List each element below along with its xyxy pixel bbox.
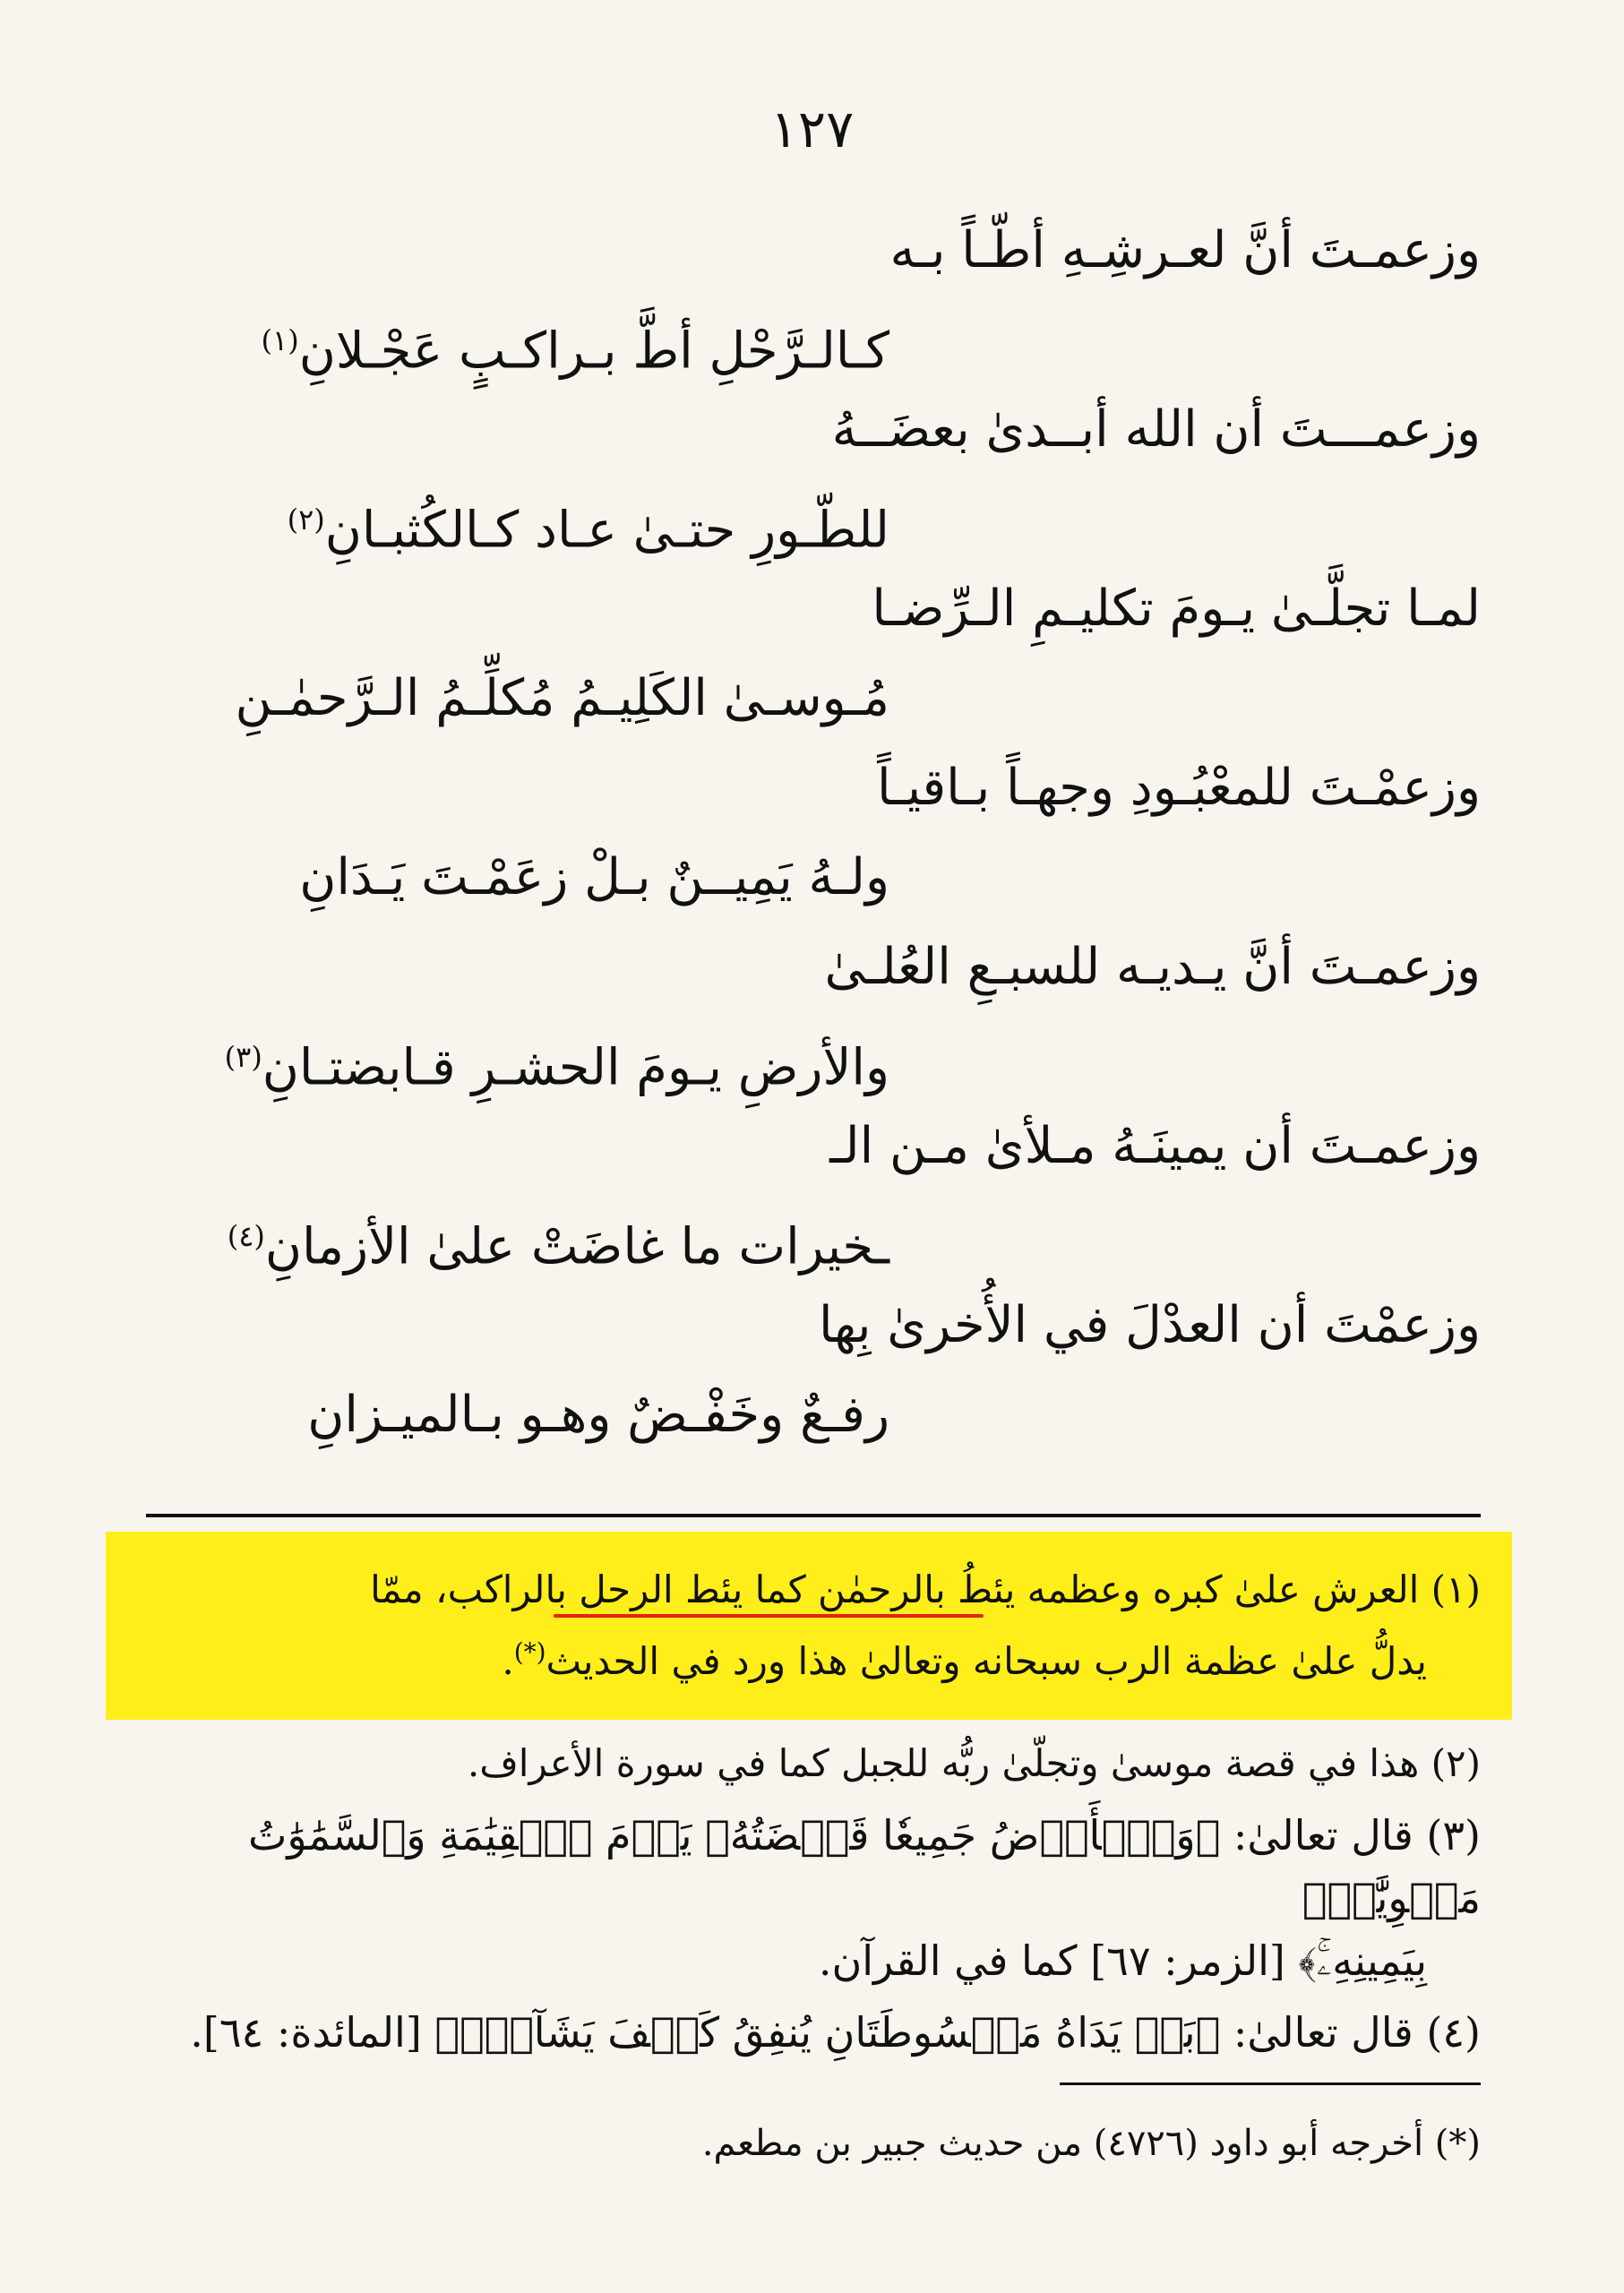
footnote-marker: (*) xyxy=(513,1637,546,1667)
verse-second-hemistich xyxy=(101,296,1481,385)
footnote-reference: (١) xyxy=(261,323,299,357)
footnote-1-highlighted xyxy=(106,1532,1512,1720)
verse-first-hemistich: وزعمـتَ أن يمينَـهُ مـلأىٰ مـن الـ xyxy=(829,1117,1481,1175)
verse-first-hemistich: وزعمـــتَ أن الله أبــدىٰ بعضَــهُ xyxy=(831,400,1481,459)
verse-first-hemistich: وزعمـتَ أنَّ لعـرشِـهِ أطّـاً بـه xyxy=(889,221,1481,279)
footnote-2 xyxy=(137,1732,1481,1795)
footnote-3 xyxy=(137,1804,1481,1992)
footnote-reference: (٢) xyxy=(287,502,325,537)
footnote-reference: (٣) xyxy=(224,1040,262,1074)
footnote-text: قال تعالىٰ: ﴿بَلۡ يَدَاهُ مَبۡسُوطَتَانِ يُنفِقُ كَيۡفَ يَشَآءُۚ﴾ [المائدة: ٦٤]. xyxy=(190,2008,1413,2057)
footnote-number: (١) xyxy=(1431,1567,1481,1611)
footnote-reference: (٤) xyxy=(227,1219,265,1253)
page-number: ١٢٧ xyxy=(769,99,855,159)
verse-text: كـالـرَّحْلِ أطَّ بـراكـبٍ عَجْـلانِ xyxy=(298,322,889,381)
verse-text: ـخيرات ما غاضَتْ علىٰ الأزمانِ xyxy=(264,1217,889,1276)
verse-first-hemistich: لمـا تجلَّـىٰ يـومَ تكليـمِ الـرِّضـا xyxy=(872,580,1481,638)
footnote-text: يدلُّ علىٰ عظمة الرب سبحانه وتعالىٰ هذا ورد في الحديث xyxy=(546,1639,1427,1683)
footnote-text: العرش علىٰ كبره وعظمه يئطُ بالرحمٰن كما يئط الرحل بالراكب، ممّا xyxy=(370,1567,1420,1611)
verse-second-hemistich xyxy=(101,475,1481,564)
footnote-4 xyxy=(137,2001,1481,2064)
footnote-number: (٢) xyxy=(1431,1741,1481,1785)
verse-second-hemistich xyxy=(101,1012,1481,1102)
footnote-end: . xyxy=(502,1639,514,1683)
verse-second-hemistich xyxy=(101,1370,1481,1460)
verse-text: للطّـورِ حتـىٰ عـاد كـالكُثبـانِ xyxy=(324,501,889,560)
verse-text: مُـوسـىٰ الكَلِيـمُ مُكلِّـمُ الـرَّحمٰـنِ xyxy=(235,669,889,727)
footnotes xyxy=(137,1532,1481,2073)
footnote-number: (٤) xyxy=(1426,2008,1481,2057)
verse-second-hemistich xyxy=(101,654,1481,743)
sub-footnote-divider xyxy=(1060,2083,1481,2085)
footnote-number: (٣) xyxy=(1426,1811,1481,1859)
sub-footnote: (*) أخرجه أبو داود (٤٧٢٦) من حديث جبير بن مطعم. xyxy=(701,2123,1481,2164)
footnote-text: بِيَمِينِهِۦۚ﴾ [الزمر: ٦٧] كما في القرآن. xyxy=(818,1937,1427,1985)
verse-text: ولـهُ يَمِيــنٌ بـلْ زعَمْـتَ يَـدَانِ xyxy=(299,848,889,906)
verse-second-hemistich xyxy=(101,833,1481,923)
verse-second-hemistich xyxy=(101,1191,1481,1281)
footnote-text: هذا في قصة موسىٰ وتجلّىٰ ربُّه للجبل كما في سورة الأعراف. xyxy=(467,1741,1420,1785)
footnote-divider xyxy=(146,1514,1481,1517)
red-underline-annotation xyxy=(554,1614,984,1618)
verse-first-hemistich: وزعمْتَ أن العدْلَ في الأُخرىٰ بِها xyxy=(818,1296,1481,1354)
verse-first-hemistich: وزعمْـتَ للمعْبُـودِ وجهـاً بـاقيـاً xyxy=(877,759,1481,817)
verse-text: رفـعٌ وخَفْـضٌ وهـو بـالميـزانِ xyxy=(307,1386,889,1444)
verse-first-hemistich: وزعمـتَ أنَّ يـديـه للسبـعِ العُلـىٰ xyxy=(824,938,1481,996)
poem xyxy=(101,206,1481,1460)
verse-text: والأرضِ يـومَ الحشـرِ قـابضتـانِ xyxy=(262,1038,889,1097)
footnote-text: قال تعالىٰ: ﴿وَٱلۡأَرۡضُ جَمِيعٗا قَبۡضَتُهُۥ يَوۡمَ ٱلۡقِيَٰمَةِ وَٱلسَّمَٰوَٰتُ مَطۡوِيَّٰتُۢ xyxy=(248,1811,1481,1922)
